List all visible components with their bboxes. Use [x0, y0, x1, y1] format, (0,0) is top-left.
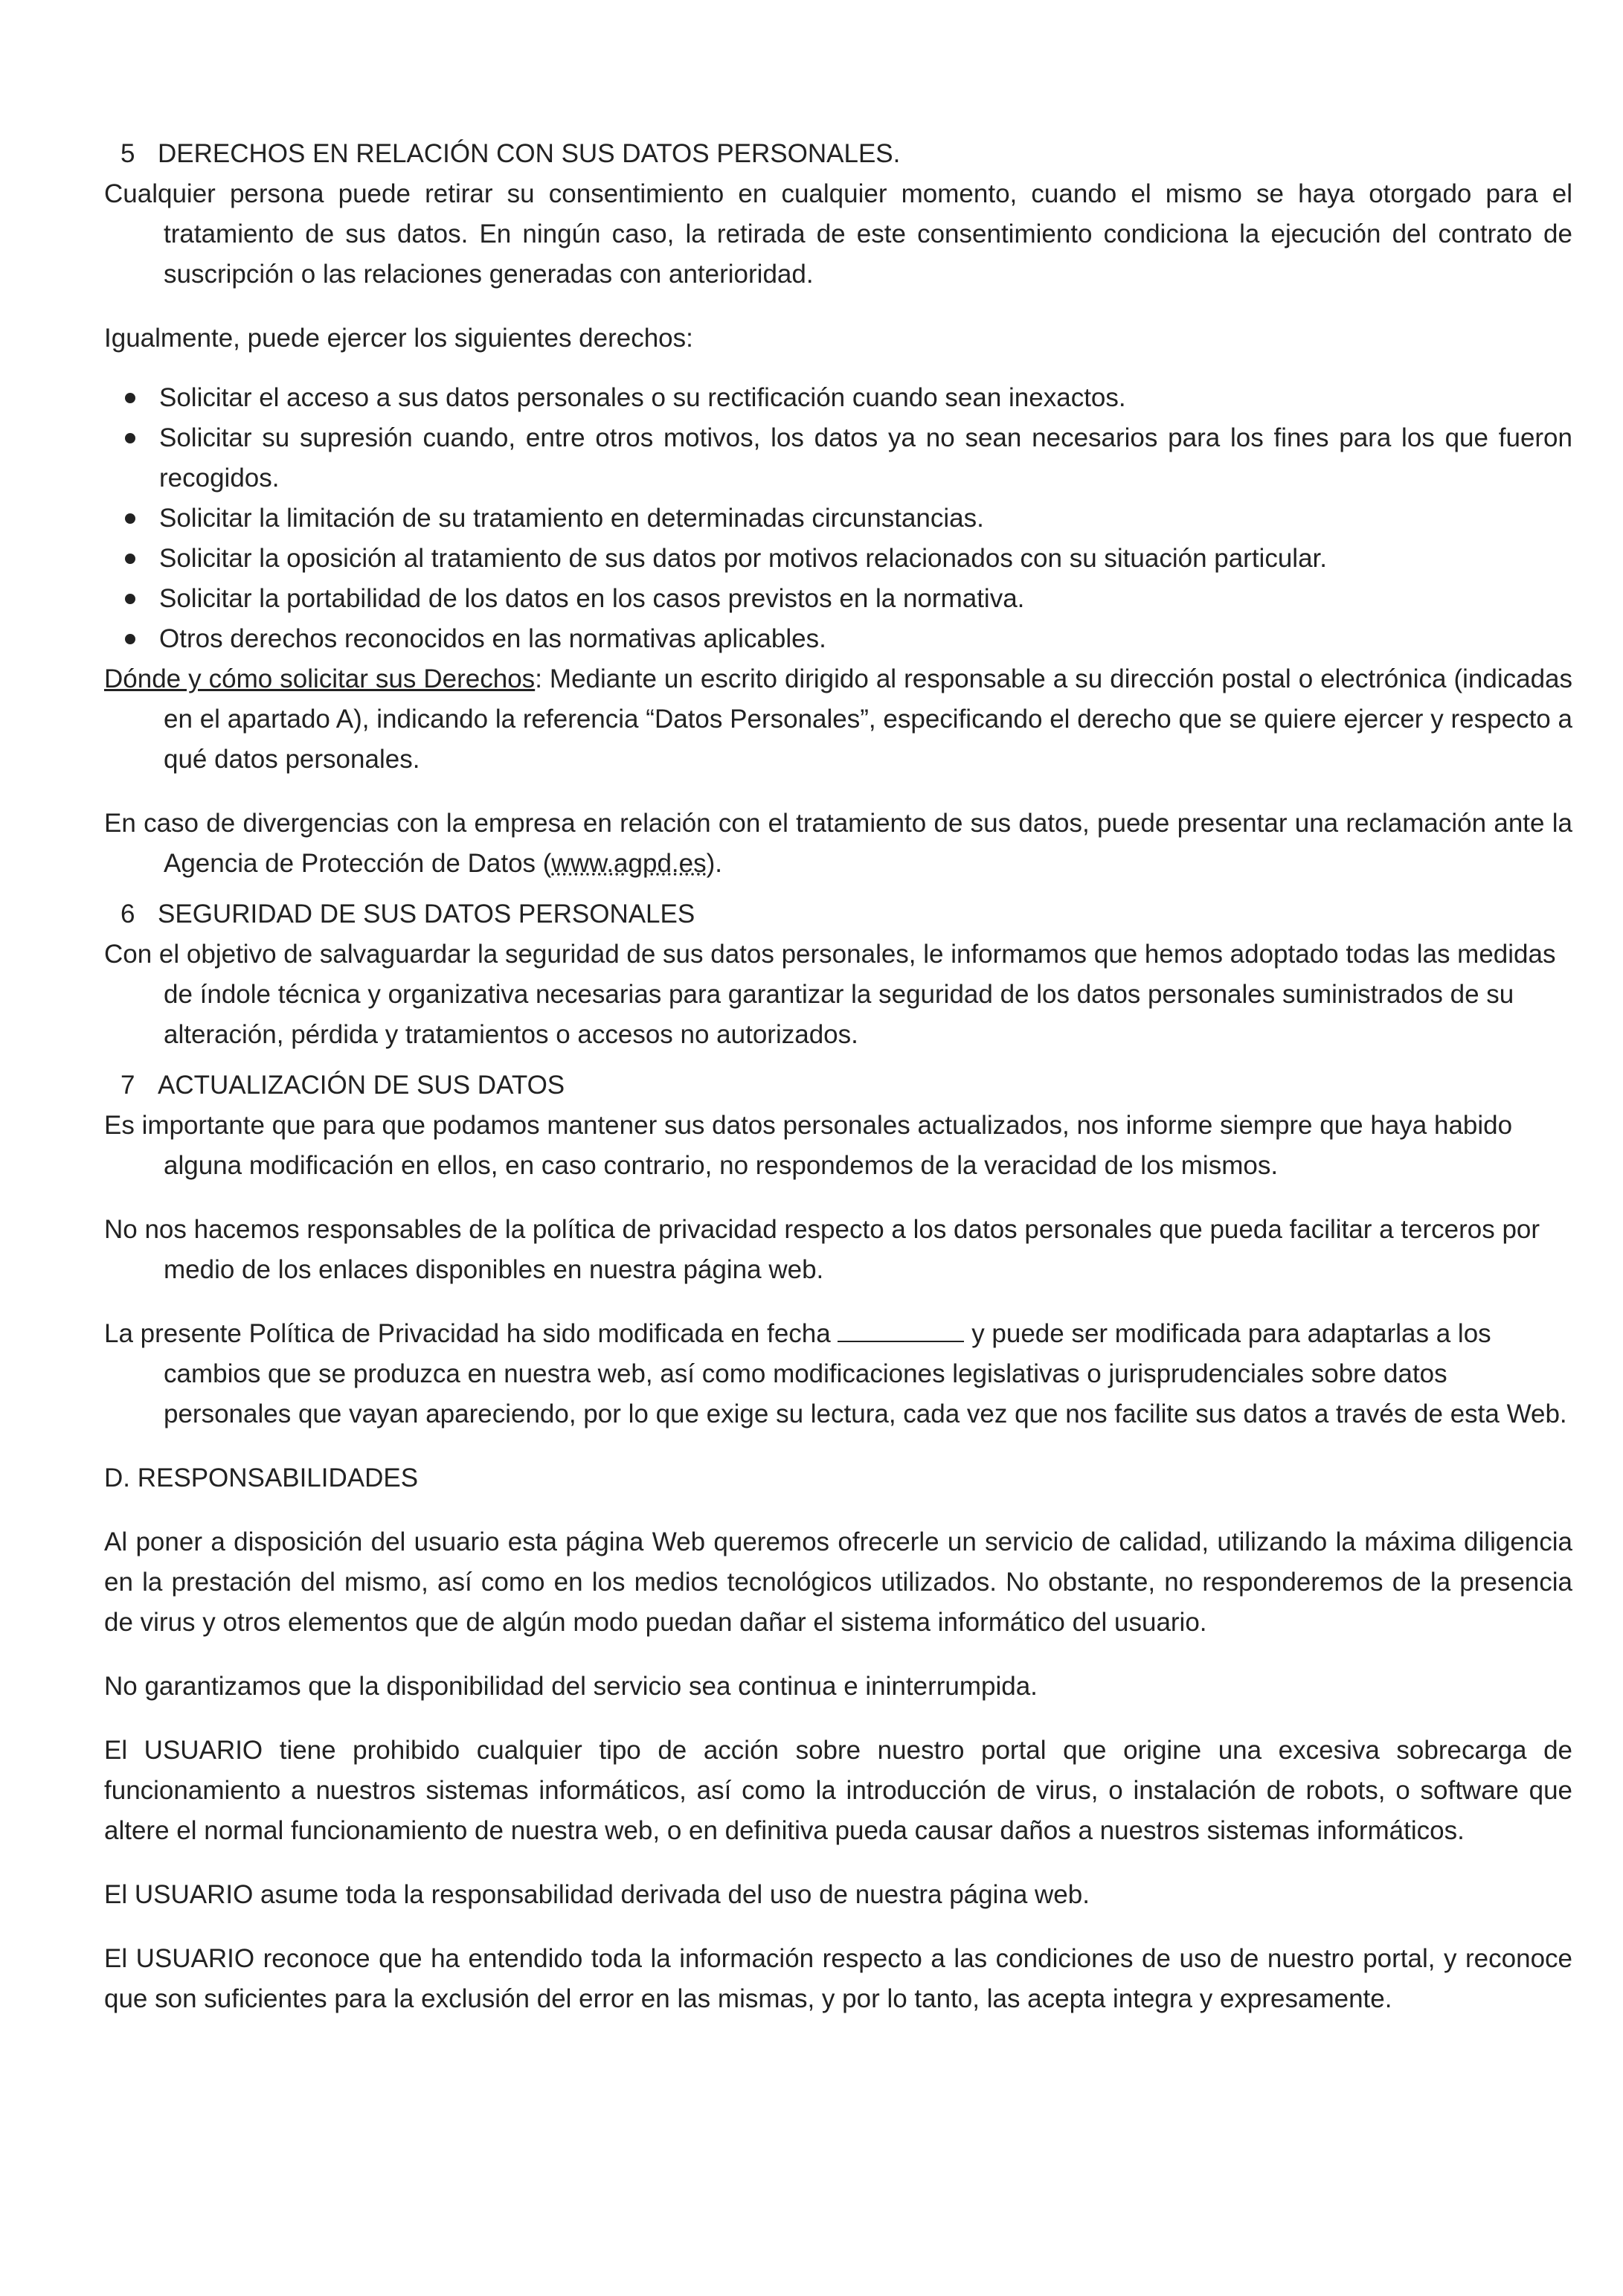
- list-item: [104, 619, 1572, 659]
- paragraph: Igualmente, puede ejercer los siguientes derechos:: [104, 324, 693, 353]
- paragraph: [104, 659, 1572, 780]
- list-item: [104, 498, 1572, 539]
- section-number: 7: [120, 1071, 135, 1100]
- policy-date-text-end: y puede ser modificada para adaptarlas a los cambios que se produzca en nuestra web, así como modificaciones legislativas o jurisprudenciales sobre datos personales que vayan apareciendo, por lo que exige su lectura, cada vez que nos facilite sus datos a través de esta Web.: [164, 1319, 1567, 1428]
- date-blank-field: [838, 1318, 964, 1342]
- agpd-link[interactable]: www.agpd.es: [551, 849, 707, 878]
- section-6-heading: [104, 894, 1572, 934]
- section-7-heading: [104, 1065, 1572, 1106]
- list-item: [104, 418, 1572, 498]
- section-title: ACTUALIZACIÓN DE SUS DATOS: [158, 1071, 565, 1100]
- paragraph: Con el objetivo de salvaguardar la seguridad de sus datos personales, le informamos que hemos adoptado todas las medidas de índole técnica y organizativa necesarias para garantizar la seguridad de los datos personales suministrados de su alteración, pérdida y tratamientos o accesos no autorizados.: [104, 940, 1556, 1049]
- paragraph: No garantizamos que la disponibilidad del servicio sea continua e ininterrumpida.: [104, 1672, 1038, 1701]
- claim-text-end: ).: [706, 849, 722, 878]
- paragraph: El USUARIO reconoce que ha entendido toda la información respecto a las condiciones de uso de nuestro portal, y reconoce que son suficientes para la exclusión del error en las mismas, y por lo tanto, las acepta integra y expresamente.: [104, 1944, 1572, 2013]
- section-title: DERECHOS EN RELACIÓN CON SUS DATOS PERSONALES.: [158, 139, 901, 168]
- section-5-heading: [104, 134, 1572, 174]
- paragraph: El USUARIO tiene prohibido cualquier tipo de acción sobre nuestro portal que origine una excesiva sobrecarga de funcionamiento a nuestros sistemas informáticos, así como la introducción de virus, o instalación de robots, o software que altere el normal funcionamiento de nuestra web, o en definitiva pueda causar daños a nuestros sistemas informáticos.: [104, 1736, 1572, 1845]
- paragraph: [104, 1314, 1572, 1434]
- bullet-icon: [125, 554, 135, 564]
- bullet-icon: [125, 433, 135, 443]
- list-item: [104, 539, 1572, 579]
- section-title: SEGURIDAD DE SUS DATOS PERSONALES: [158, 900, 695, 929]
- section-number: 6: [120, 900, 135, 929]
- list-item-text: Solicitar la oposición al tratamiento de sus datos por motivos relacionados con su situación particular.: [159, 544, 1327, 573]
- rights-list: [104, 378, 1572, 659]
- paragraph: El USUARIO asume toda la responsabilidad derivada del uso de nuestra página web.: [104, 1880, 1090, 1909]
- section-number: 5: [120, 139, 135, 168]
- list-item-text: Solicitar la limitación de su tratamiento en determinadas circunstancias.: [159, 504, 984, 533]
- bullet-icon: [125, 634, 135, 644]
- list-item: [104, 378, 1572, 418]
- bullet-icon: [125, 513, 135, 524]
- paragraph: [104, 804, 1572, 884]
- list-item-text: Solicitar su supresión cuando, entre otros motivos, los datos ya no sean necesarios para los fines para los que fueron recogidos.: [159, 423, 1572, 493]
- paragraph: No nos hacemos responsables de la política de privacidad respecto a los datos personales que pueda facilitar a terceros por medio de los enlaces disponibles en nuestra página web.: [104, 1215, 1540, 1284]
- section-d-heading: D. RESPONSABILIDADES: [104, 1463, 419, 1492]
- paragraph: Es importante que para que podamos mantener sus datos personales actualizados, nos informe siempre que haya habido alguna modificación en ellos, en caso contrario, no respondemos de la veracidad de los mismos.: [104, 1111, 1513, 1180]
- paragraph: Al poner a disposición del usuario esta página Web queremos ofrecerle un servicio de calidad, utilizando la máxima diligencia en la prestación del mismo, así como en los medios tecnológicos utilizados. No obstante, no responderemos de la presencia de virus y otros elementos que de algún modo puedan dañar el sistema informático del usuario.: [104, 1527, 1572, 1637]
- rights-request-label: Dónde y cómo solicitar sus Derechos: [104, 664, 536, 693]
- rights-request-text: : Mediante un escrito dirigido al responsable a su dirección postal o electrónica (indicadas en el apartado A), indicando la referencia “Datos Personales”, especificando el derecho que se quiere ejercer y respecto a qué datos personales.: [164, 664, 1572, 774]
- list-item: [104, 579, 1572, 619]
- bullet-icon: [125, 393, 135, 403]
- list-item-text: Solicitar el acceso a sus datos personales o su rectificación cuando sean inexactos.: [159, 383, 1126, 412]
- list-item-text: Solicitar la portabilidad de los datos en los casos previstos en la normativa.: [159, 584, 1025, 613]
- bullet-icon: [125, 594, 135, 604]
- list-item-text: Otros derechos reconocidos en las normativas aplicables.: [159, 624, 826, 653]
- document-page: [104, 134, 1572, 2019]
- paragraph: Cualquier persona puede retirar su consentimiento en cualquier momento, cuando el mismo se haya otorgado para el tratamiento de sus datos. En ningún caso, la retirada de este consentimiento condiciona la ejecución del contrato de suscripción o las relaciones generadas con anterioridad.: [104, 179, 1572, 289]
- claim-text: En caso de divergencias con la empresa en relación con el tratamiento de sus datos, puede presentar una reclamación ante la Agencia de Protección de Datos (: [104, 809, 1572, 878]
- policy-date-text: La presente Política de Privacidad ha sido modificada en fecha: [104, 1319, 831, 1348]
